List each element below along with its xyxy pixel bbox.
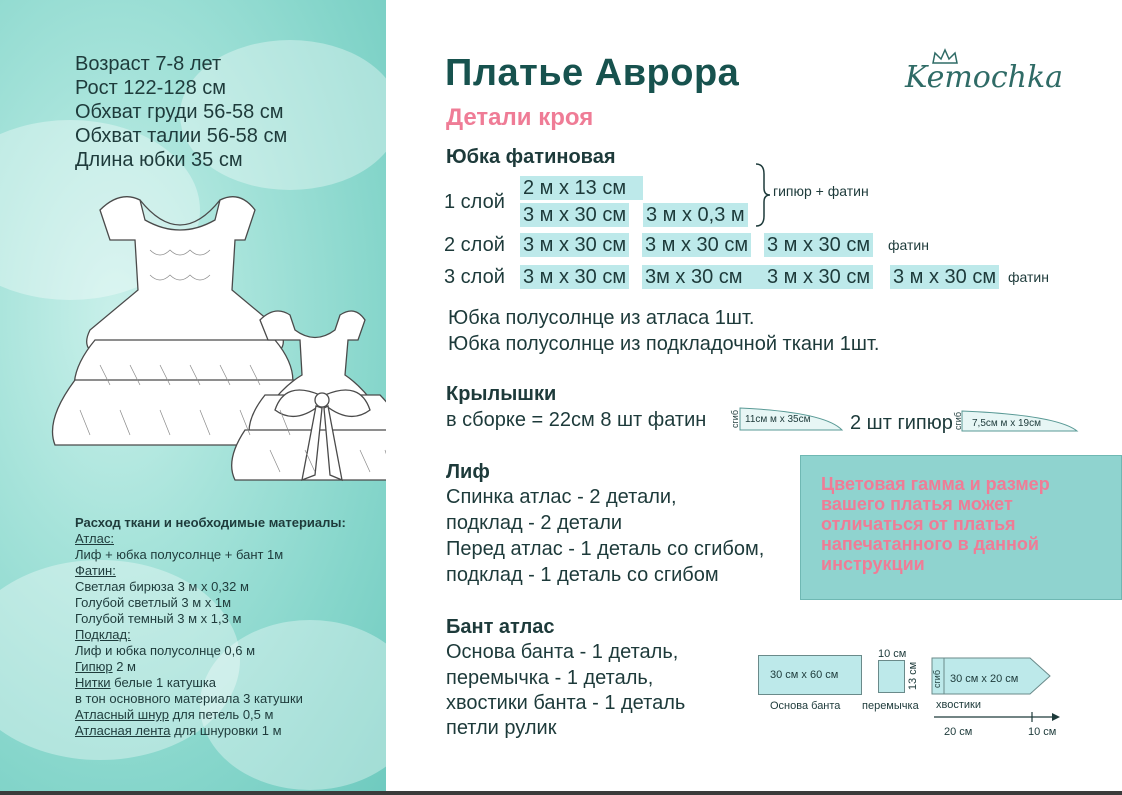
measurement-skirt: Длина юбки 35 см xyxy=(75,149,243,171)
bow-base-label: Основа банта xyxy=(770,700,841,712)
wings-heading: Крылышки xyxy=(446,383,557,405)
materials-nitki-2: в тон основного материала 3 катушки xyxy=(75,691,303,706)
half-circle-atlas: Юбка полусолнце из атласа 1шт. xyxy=(448,307,755,329)
half-circle-lining: Юбка полусолнце из подкладочной ткани 1шт. xyxy=(448,333,880,355)
materials-lenta: Атласная лента для шнуровки 1 м xyxy=(75,723,282,738)
materials-shnur: Атласный шнур для петель 0,5 м xyxy=(75,707,274,722)
left-panel xyxy=(0,0,386,795)
materials-fatin-3: Голубой темный 3 м х 1,3 м xyxy=(75,611,242,626)
wing-piece-2-size: 7,5см м х 19см xyxy=(972,418,1041,429)
measurement-age: Возраст 7-8 лет xyxy=(75,53,222,75)
layer-3-label: 3 слой xyxy=(444,266,505,288)
wing-piece-1-size: 11см м х 35см xyxy=(745,414,811,425)
skirt-heading: Юбка фатиновая xyxy=(446,146,616,168)
wing-fold-label-2: сгиб xyxy=(952,412,963,430)
layer-1-label: 1 слой xyxy=(444,191,505,213)
layer-3-piece-b: 3м х 30 см xyxy=(642,265,764,289)
dress-illustration xyxy=(40,180,386,520)
layer-1-note: гипюр + фатин xyxy=(773,183,869,199)
dimension-a: 20 см xyxy=(944,726,973,738)
layer-3-note: фатин xyxy=(1008,269,1049,285)
materials-fatin-heading: Фатин: xyxy=(75,563,116,578)
tails-label: хвостики xyxy=(936,699,981,711)
layer-1-piece-b: 3 м х 30 см xyxy=(520,203,629,227)
bodice-line-4: подклад - 1 деталь со сгибом xyxy=(446,564,719,586)
layer-2-label: 2 слой xyxy=(444,234,505,256)
materials-nitki: Нитки белые 1 катушка xyxy=(75,675,217,690)
layer-3-piece-a: 3 м х 30 см xyxy=(520,265,629,289)
layer-2-piece-b: 3 м х 30 см xyxy=(642,233,751,257)
bodice-line-1: Спинка атлас - 2 детали, xyxy=(446,486,677,508)
measurement-height: Рост 122-128 см xyxy=(75,77,227,99)
bridge-pattern xyxy=(878,660,905,693)
tails-size: 30 см х 20 см xyxy=(950,673,1019,685)
dimension-b: 10 см xyxy=(1028,726,1057,738)
measurements xyxy=(75,52,287,172)
materials-list xyxy=(75,515,346,739)
brand-logo: Kemochka xyxy=(905,60,1064,95)
brace-icon xyxy=(752,162,774,228)
wings-line-a: в сборке = 22см 8 шт фатин xyxy=(446,409,707,431)
section-subtitle: Детали кроя xyxy=(446,104,594,131)
bridge-width: 10 см xyxy=(878,648,907,660)
bodice-line-3: Перед атлас - 1 деталь со сгибом, xyxy=(446,538,765,560)
bow-line-1: Основа банта - 1 деталь, xyxy=(446,641,679,663)
layer-1-piece-c: 3 м х 0,3 м xyxy=(643,203,748,227)
wings-line-b: 2 шт гипюр xyxy=(850,412,953,434)
bow-line-2: перемычка - 1 деталь, xyxy=(446,667,654,689)
bottom-border xyxy=(0,791,1122,795)
materials-atlas-heading: Атлас: xyxy=(75,531,114,546)
materials-fatin-2: Голубой светлый 3 м х 1м xyxy=(75,595,232,610)
materials-atlas-1: Лиф + юбка полусолнце + бант 1м xyxy=(75,547,284,562)
bow-heading: Бант атлас xyxy=(446,616,555,638)
layer-1-piece-a: 2 м х 13 см xyxy=(520,176,643,200)
wing-fold-label-1: сгиб xyxy=(729,410,740,428)
bodice-line-2: подклад - 2 детали xyxy=(446,512,623,534)
bow-base-size: 30 см х 60 см xyxy=(770,669,839,681)
layer-2-piece-c: 3 м х 30 см xyxy=(764,233,873,257)
color-notice xyxy=(800,455,1122,600)
bridge-height: 13 см xyxy=(907,661,920,691)
materials-podklad-1: Лиф и юбка полусолнце 0,6 м xyxy=(75,643,256,658)
layer-2-piece-a: 3 м х 30 см xyxy=(520,233,629,257)
layer-3-piece-d: 3 м х 30 см xyxy=(890,265,999,289)
bridge-label: перемычка xyxy=(862,700,919,712)
bodice-heading: Лиф xyxy=(446,461,490,483)
layer-2-note: фатин xyxy=(888,237,929,253)
materials-fatin-1: Светлая бирюза 3 м х 0,32 м xyxy=(75,579,249,594)
tails-fold-label: сгиб xyxy=(931,670,942,688)
page-title: Платье Аврора xyxy=(445,52,740,94)
measurement-waist: Обхват талии 56-58 см xyxy=(75,125,288,147)
materials-title: Расход ткани и необходимые материалы: xyxy=(75,515,346,530)
bow-line-3: хвостики банта - 1 деталь xyxy=(446,692,686,714)
materials-gipur: Гипюр 2 м xyxy=(75,659,136,674)
materials-podklad-heading: Подклад: xyxy=(75,627,131,642)
layer-3-piece-c: 3 м х 30 см xyxy=(764,265,873,289)
measurement-chest: Обхват груди 56-58 см xyxy=(75,101,284,123)
dimension-arrow-icon xyxy=(932,710,1062,724)
bow-line-4: петли рулик xyxy=(446,717,557,739)
color-notice-text: Цветовая гамма и размер вашего платья может отличаться от платья напечатанного в данной инструкции xyxy=(821,474,1050,574)
